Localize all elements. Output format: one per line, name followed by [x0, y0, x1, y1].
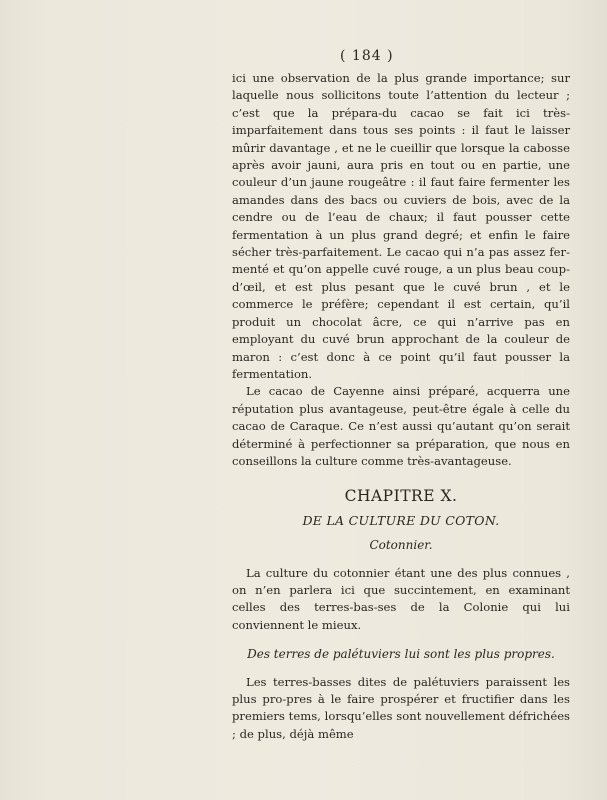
text-block: [232, 70, 570, 743]
paragraph-terres-basses: Les terres-basses dites de palétuviers paraissent les plus pro-pres à le faire prospérer et fructifier dans les premiers tems, lorsqu’elles sont nouvellement défrichées ; de plus, déjà même: [232, 674, 570, 741]
subsection-heading-paletuviers: Des terres de palétuviers lui sont les plus propres.: [247, 647, 555, 662]
chapter-title: CHAPITRE X.: [344, 487, 458, 506]
paragraph-cacao-cayenne: Le cacao de Cayenne ainsi préparé, acquerra une réputation plus avantageuse, peut-être égale à celle du cacao de Caraque. Ce n’est aussi qu’autant qu’on serait déterminé à perfectionner sa préparation, que nous en conseillons la culture comme très-avantageuse.: [232, 384, 570, 468]
chapter-subtitle: DE LA CULTURE DU COTON.: [302, 512, 500, 528]
section-heading-cotonnier: Cotonnier.: [369, 538, 433, 553]
paragraph-cacao-preparation: ici une observation de la plus grande importance; sur laquelle nous sollicitons toute l’attention du lecteur ; c’est que la prépara-du cacao se fait ici très-imparfaitement dans tous ses points : il faut le laisser mûrir davantage , et ne le cueillir que lorsque la cabosse après avoir jauni, aura pris en tout ou en partie, une couleur d’un jaune rougeâtre : il faut faire fermenter les amandes dans des bacs ou cuviers de bois, avec de la cendre ou de l’eau de chaux; il faut pousser cette fermentation à un plus grand degré; et enfin le faire sécher très-parfaitement. Le cacao qui n’a pas assez fer-menté et qu’on appelle cuvé rouge, a un plus beau coup-d’œil, et est plus pesant que le cuvé brun , et le commerce le préfère; cependant il est certain, qu’il produit un chocolat âcre, ce qui n’arrive pas en employant du cuvé brun approchant de la couleur de maron : c’est donc à ce point qu’il faut pousser la fermentation.: [232, 71, 570, 381]
page-number: ( 184 ): [340, 48, 394, 64]
paragraph-coton-culture: La culture du cotonnier étant une des plus connues , on n’en parlera ici que succintement, en examinant celles des terres-bas-ses de la Colonie qui lui conviennent le mieux.: [232, 565, 570, 632]
